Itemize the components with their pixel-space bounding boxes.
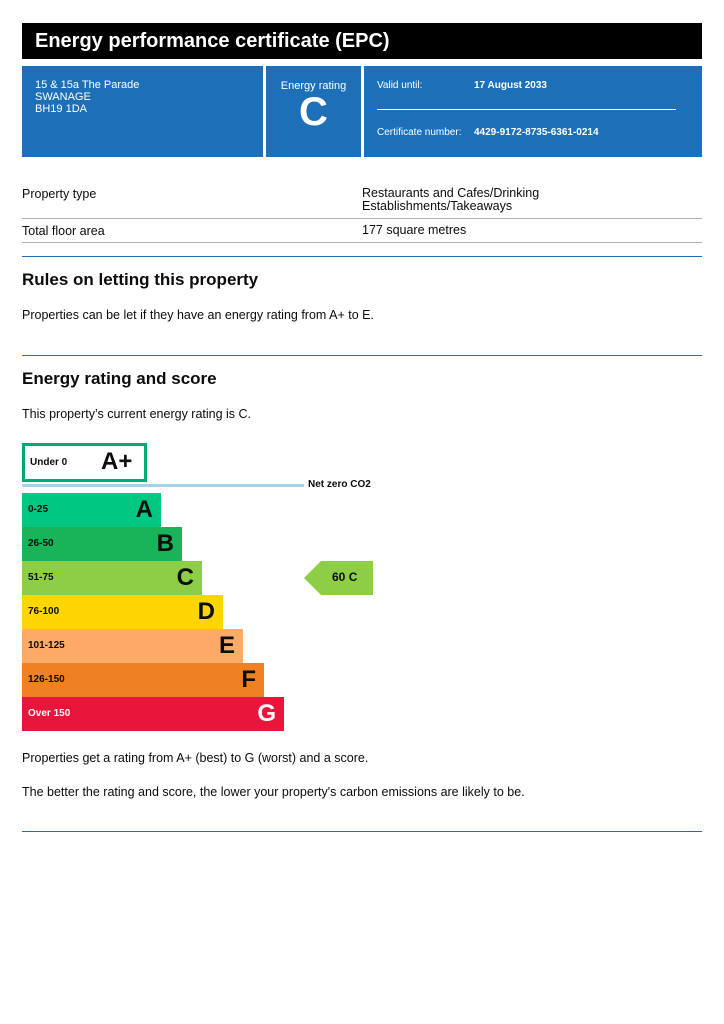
- floor-area-value: 177 square metres: [362, 223, 467, 237]
- property-type-label: Property type: [22, 187, 97, 201]
- energy-rating-box: [266, 66, 361, 157]
- band-aplus: [22, 443, 147, 482]
- certificate-info-box: [364, 66, 702, 157]
- band-b-letter: B: [156, 530, 174, 557]
- valid-until-label: Valid until:: [377, 80, 423, 91]
- net-zero-line: [22, 484, 304, 487]
- band-g: [22, 697, 284, 731]
- property-type-value: Restaurants and Cafes/Drinking Establishments/Takeaways: [362, 186, 540, 213]
- band-e-range: 101-125: [28, 640, 65, 651]
- address-line-2: SWANAGE: [35, 91, 91, 103]
- band-aplus-letter: A+: [101, 448, 133, 475]
- row-divider: [22, 242, 702, 243]
- current-rating-text: This property’s current energy rating is C.: [22, 407, 252, 421]
- energy-heading: Energy rating and score: [22, 369, 217, 388]
- address-box: [22, 66, 263, 157]
- floor-area-label: Total floor area: [22, 224, 105, 238]
- letting-text: Properties can be let if they have an energy rating from A+ to E.: [22, 308, 374, 322]
- band-f-letter: F: [241, 666, 256, 693]
- band-f-range: 126-150: [28, 674, 65, 685]
- band-d-range: 76-100: [28, 606, 60, 617]
- band-f: [22, 663, 264, 697]
- title-bar: [22, 23, 702, 59]
- band-a-range: 0-25: [28, 504, 49, 515]
- band-d: [22, 595, 223, 629]
- band-a-letter: A: [135, 496, 153, 523]
- address-postcode: BH19 1DA: [35, 103, 87, 115]
- band-g-letter: G: [257, 700, 276, 727]
- band-aplus-range: Under 0: [30, 457, 68, 468]
- band-g-range: Over 150: [28, 708, 71, 719]
- section-divider: [22, 831, 702, 832]
- rating-explanation: Properties get a rating from A+ (best) to G (worst) and a score.: [22, 751, 369, 765]
- current-score-letter: C: [348, 570, 358, 584]
- band-b: [22, 527, 182, 561]
- band-c: [22, 561, 202, 595]
- energy-rating-letter: C: [299, 90, 328, 134]
- current-score-value: 60: [332, 570, 346, 584]
- band-c-range: 51-75: [28, 572, 54, 583]
- band-c-letter: C: [176, 564, 194, 591]
- certificate-number-value: 4429-9172-8735-6361-0214: [474, 127, 599, 138]
- row-divider: [22, 218, 702, 219]
- letting-heading: Rules on letting this property: [22, 270, 259, 289]
- section-divider: [22, 355, 702, 356]
- band-b-range: 26-50: [28, 538, 54, 549]
- net-zero-label: Net zero CO2: [308, 479, 371, 490]
- current-rating-score: [332, 570, 357, 584]
- valid-until-value: 17 August 2033: [474, 80, 547, 91]
- certificate-number-label: Certificate number:: [377, 127, 462, 138]
- info-divider: [377, 109, 676, 110]
- carbon-explanation: The better the rating and score, the lower your property's carbon emissions are likely to be.: [22, 785, 525, 799]
- section-divider: [22, 256, 702, 257]
- address-line-1: 15 & 15a The Parade: [35, 79, 140, 91]
- band-d-letter: D: [197, 598, 215, 625]
- band-e: [22, 629, 243, 663]
- band-e-letter: E: [218, 632, 235, 659]
- band-a: [22, 493, 161, 527]
- page-title: Energy performance certificate (EPC): [35, 30, 390, 52]
- energy-rating-label: Energy rating: [280, 80, 347, 92]
